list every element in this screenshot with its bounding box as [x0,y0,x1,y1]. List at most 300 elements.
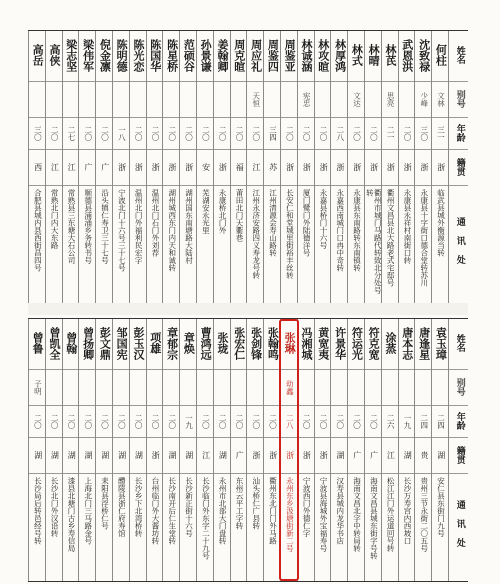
person-name: 符克宽 [367,326,381,360]
person-name: 张宏仁 [232,326,246,360]
person-address: 松江江门外运道回号转 [386,477,396,552]
person-name: 林厚鸿 [333,38,347,72]
person-home: 浙 [285,451,295,459]
person-alias [163,373,180,401]
roster-column [263,31,281,303]
person-age: 二〇 [402,125,412,141]
person-home: 福 [235,163,245,171]
roster-column [78,31,96,303]
person-name: 林晴 [367,44,381,66]
highlight-box [279,319,299,581]
person-address: 沿头镇仁寿卫三十七号 [100,189,110,264]
person-age: 二〇 [285,125,295,141]
person-address: 永嘉县桥门十六号 [318,189,328,249]
person-home: 浙 [302,163,312,171]
person-alias [197,373,214,401]
person-age: 二八 [285,413,295,429]
person-home: 江 [251,163,261,171]
person-home: 安 [201,163,211,171]
header-age: 年龄 [454,412,465,430]
person-age: 二〇 [318,413,328,429]
person-alias [432,373,449,401]
person-name: 彭文鼎 [98,326,112,360]
roster-column [78,319,96,581]
roster-column [162,31,180,303]
person-age: 二〇 [117,413,127,429]
person-address: 永康县永祥村南街口转 [402,189,412,264]
person-home: 浙 [302,451,312,459]
person-address: 江州清源会寿山路转 [268,189,278,257]
person-address: 长安仁和堂城里街裕丰丝转 [285,189,295,279]
roster-column [45,319,63,581]
person-age: 二〇 [83,125,93,141]
roster-column [414,319,432,581]
person-name: 陈明德 [115,38,129,72]
person-age: 二〇 [234,125,244,141]
person-home: 广 [100,163,110,171]
header-home: 籍贯 [454,158,465,176]
person-address: 海南文昌县城东街字号转 [369,477,379,560]
person-name: 孙景谦 [199,38,213,72]
roster-column [146,319,164,581]
roster-column [330,319,348,581]
person-name: 梁伟军 [81,38,95,72]
person-age: 二〇 [134,125,144,141]
person-alias [247,373,264,401]
person-name: 倪金凛 [98,38,112,72]
person-age: 二〇 [251,125,261,141]
person-address: 台州临门外大酱坊转 [150,477,160,545]
person-name: 林攻暄 [316,38,330,72]
person-home: 浙 [218,163,228,171]
header-age: 年龄 [454,124,465,142]
person-name: 张珑 [215,332,229,354]
person-name: 林诚涵 [299,38,313,72]
person-name: 张翰鸣 [266,326,280,360]
person-age: 二七 [66,125,76,141]
person-alias [96,373,113,401]
person-home: 浙 [386,163,396,171]
roster-column [45,31,63,303]
person-home: 江 [50,163,60,171]
person-alias: 天恒 [251,91,261,107]
person-home: 浙 [419,163,429,171]
person-alias: 子明 [33,379,43,395]
person-name: 张剑锋 [249,326,263,360]
person-age: 二〇 [369,125,379,141]
person-age: 二四 [436,413,446,429]
person-name: 曹鸿远 [199,326,213,360]
person-home: 浙 [134,163,144,171]
person-age: 二〇 [134,413,144,429]
person-address: 汉寿县城内龙华书店 [335,477,345,545]
roster-column [347,31,365,303]
roster-column [162,319,180,581]
roster-column [263,319,281,581]
roster-column [112,31,130,303]
roster-table-top [28,30,468,304]
person-name: 彭玉汉 [131,326,145,360]
person-home: 西 [33,163,43,171]
person-address: 永康县东南路转东南镇转 [352,189,362,272]
person-name: 林式 [350,44,364,66]
roster-column [112,319,130,581]
roster-column [129,31,147,303]
person-home: 湖 [335,451,345,459]
person-age: 二〇 [369,413,379,429]
person-alias [79,373,96,401]
roster-column [347,319,365,581]
header-name: 姓名 [454,46,465,64]
person-name: 许景华 [333,326,347,360]
person-alias [163,85,180,113]
person-alias [63,85,80,113]
person-home: 江 [201,451,211,459]
person-age: 二四 [419,413,429,429]
person-alias [399,85,416,113]
person-address: 衢州东北门门外马路 [268,477,278,545]
person-address: 醴陵县浙仁府寿馆 [117,477,127,537]
person-alias [231,373,248,401]
person-home: 湖 [184,451,194,459]
person-address: 温州北门石门外刘荐 [150,189,160,257]
person-age: 二〇 [302,125,312,141]
person-age: 三〇 [33,125,43,141]
person-name: 涂蒸 [383,332,397,354]
person-name: 项雄 [148,332,162,354]
person-age: 二〇 [302,413,312,429]
header-alias: 别号 [454,90,465,108]
person-alias [298,373,315,401]
roster-column [330,31,348,303]
person-home: 浙 [352,163,362,171]
roster-column [364,31,382,303]
roster-column [398,31,416,303]
person-name: 陈光恋 [131,38,145,72]
person-address: 厦门鹭门外陆德洋号 [302,189,312,257]
roster-column [364,319,382,581]
person-alias [130,373,147,401]
person-address: 长沙新正街十六号 [184,477,194,537]
person-age: 二〇 [201,413,211,429]
person-home: 浙 [151,451,161,459]
person-home: 江 [386,451,396,459]
person-address: 莆田北门天衢巷 [234,189,244,242]
person-age: 二〇 [66,413,76,429]
person-alias [382,373,399,401]
person-name: 周鉴四 [266,38,280,72]
person-alias [365,373,382,401]
person-age: 二一 [386,125,396,141]
person-alias [331,85,348,113]
person-age: 二〇 [218,413,228,429]
person-home: 湖 [117,451,127,459]
header-address: 通讯处 [454,499,465,557]
person-name: 符运光 [350,326,364,360]
person-address: 长沙乡下北湾桥转 [134,477,144,537]
person-alias: 思亮 [386,91,396,107]
person-address: 永州市北部大门盘转 [218,477,228,545]
person-name: 邹国宪 [115,326,129,360]
person-name: 高侠 [47,44,61,66]
person-address: 长沙南开后仁生堂转 [167,477,177,545]
person-name: 曾翰 [64,332,78,354]
person-name: 梁志坚 [64,38,78,72]
page-gap [28,303,468,315]
person-age: 二〇 [100,125,110,141]
person-alias [264,373,281,401]
person-age: 二〇 [335,413,345,429]
person-age: 二〇 [201,125,211,141]
person-age: 二〇 [33,413,43,429]
roster-column [196,319,214,581]
person-home: 浙 [403,163,413,171]
person-home: 贵 [419,451,429,459]
person-address: 上海北门三马路金号 [83,477,93,545]
person-alias [214,373,231,401]
roster-column [246,319,264,581]
roster-column [246,31,264,303]
person-name: 袁玉璋 [434,326,448,360]
person-age: 三四 [268,125,278,141]
roster-column [280,31,298,303]
person-age: 二〇 [218,125,228,141]
roster-column [297,319,315,581]
person-alias [214,85,231,113]
person-address: 合肥县城内县西街昌四号 [33,189,43,272]
person-home: 湖 [167,451,177,459]
person-home: 湖 [403,451,413,459]
person-home: 湖 [436,451,446,459]
person-home: 浙 [319,163,329,171]
person-home: 湖 [100,451,110,459]
person-address: 安仁县东街门九号 [436,477,446,537]
person-name: 曾扬卿 [81,326,95,360]
person-alias: 幼鑫 [285,379,295,395]
person-age: 二〇 [150,413,160,429]
person-name: 章焕 [182,332,196,354]
roster-column [431,319,449,581]
person-alias [281,85,298,113]
roster-table-bottom [28,318,468,582]
person-name: 黄宽夷 [316,326,330,360]
roster-column [230,319,248,581]
person-address: 常熟县三东塘大石公司 [66,189,76,264]
person-age: 二〇 [352,413,362,429]
person-home: 湖 [67,451,77,459]
person-name: 何柱 [434,44,448,66]
person-name: 陈国华 [148,38,162,72]
person-address: 长沙临门外东字二十九号 [201,477,211,560]
person-address: 顺德县浦涌乡务转书号 [83,189,93,264]
person-address: 宁波西门外德仁字 [302,477,312,537]
roster-column [213,31,231,303]
roster-column [179,319,197,581]
person-address: 长沙北门外汉语转 [50,477,60,537]
person-alias [113,373,130,401]
roster-column [213,319,231,581]
person-age: 二〇 [318,125,328,141]
roster-column [28,319,46,581]
roster-column [314,319,332,581]
roster-column [146,31,164,303]
roster-column [431,31,449,303]
person-alias [180,373,197,401]
person-address: 常熟北门内大东路 [50,189,60,249]
roster-column [62,319,80,581]
person-alias [399,373,416,401]
person-alias: 文林 [436,91,446,107]
person-alias [415,373,432,401]
person-home: 江 [67,163,77,171]
person-address: 贵州三节永街二〇五号 [419,477,429,552]
person-address: 湖州城西东门内天和诚转 [167,189,177,272]
person-address: 漆县北塘门古乡寿信局 [66,477,76,552]
person-address: 耒阳县浮桥仁号 [100,477,110,530]
person-home: 广 [83,163,93,171]
person-alias [331,373,348,401]
person-alias [46,85,63,113]
person-name: 冯湘城 [299,326,313,360]
person-name: 唐逢星 [417,326,431,360]
person-age: 二〇 [184,125,194,141]
roster-column [95,31,113,303]
person-alias [147,85,164,113]
person-home: 湖 [83,451,93,459]
person-name: 曾鲁 [31,332,45,354]
person-home: 浙 [268,451,278,459]
person-home: 浙 [117,163,127,171]
roster-column [129,319,147,581]
person-address: 东州云平工字转 [234,477,244,530]
person-home: 浙 [436,163,446,171]
person-address: 海南文昌北字中转局转 [352,477,362,552]
person-home: 浙 [167,163,177,171]
person-alias [315,373,332,401]
person-age: 二〇 [50,125,60,141]
person-home: 湖 [50,451,60,459]
person-home: 湖 [134,451,144,459]
person-address: 衢州文昌县北大路老式宅邸号 [386,189,396,287]
person-age: 二〇 [352,125,362,141]
person-name: 姜翰卿 [215,38,229,72]
person-age: 二〇 [50,413,60,429]
person-alias [46,373,63,401]
person-address: 宁波北门十六号三十七号 [117,189,127,272]
roster-column [314,31,332,303]
person-name: 高岳 [31,44,45,66]
person-alias [113,85,130,113]
person-age: 一九 [402,413,412,429]
person-address: 衢州市城门马路代转致北分处号转 [365,189,382,294]
person-age: 三〇 [419,125,429,141]
person-address: 永康县十字街口德合堂转苏川 [419,189,429,287]
person-alias [315,85,332,113]
header-alias: 别号 [454,378,465,396]
roster-column [297,31,315,303]
person-alias [130,85,147,113]
roster-column [196,31,214,303]
person-alias [231,85,248,113]
person-age: 二八 [335,125,345,141]
person-address: 长沙局后转邑经号转 [33,477,43,545]
person-alias [147,373,164,401]
person-age: 二〇 [100,413,110,429]
person-name: 沈致禄 [417,38,431,72]
person-home: 浙 [285,163,295,171]
person-alias: 宪忠 [302,91,312,107]
person-age: 二〇 [167,125,177,141]
person-age: 二六 [386,413,396,429]
person-age: 二〇 [234,413,244,429]
person-home: 浙 [184,163,194,171]
person-address: 温州北门外福利民宏字 [134,189,144,264]
person-address: 长沙万寿宫内西坡口 [402,477,412,545]
person-address: 湖州国东南塘路大陆村 [184,189,194,264]
person-address: 芜湖安永光里 [201,189,211,234]
person-alias [96,85,113,113]
person-age: 一八 [117,125,127,141]
person-home: 广 [235,451,245,459]
person-age: 二〇 [251,413,261,429]
header-home: 籍贯 [454,446,465,464]
person-name: 武恩洪 [400,38,414,72]
person-home: 浙 [369,163,379,171]
person-name: 唐本志 [400,326,414,360]
person-home: 苏 [268,163,278,171]
person-alias [29,85,46,113]
roster-column [62,31,80,303]
person-name: 曾凯全 [47,326,61,360]
person-home: 广 [352,451,362,459]
person-address: 永嘉西南城门口冉中奇转 [335,189,345,272]
header-column [448,31,469,303]
roster-column [95,319,113,581]
person-age: 二〇 [268,413,278,429]
person-alias [63,373,80,401]
person-alias [180,85,197,113]
person-address: 永州东乡汲塘街新二号 [285,477,295,552]
person-name: 章郁宗 [165,326,179,360]
person-name: 林芪 [383,44,397,66]
roster-column [381,319,399,581]
person-home: 广 [369,451,379,459]
person-alias [348,373,365,401]
person-address: 宁波县海城外宝福寿号 [318,477,328,552]
roster-column [414,31,432,303]
roster-column [230,31,248,303]
person-name: 周鉴亚 [283,38,297,72]
person-alias: 少峰 [419,91,429,107]
person-home: 浙 [335,163,345,171]
roster-column [398,319,416,581]
roster-column [381,31,399,303]
header-address: 通讯处 [454,216,465,274]
roster-column [179,31,197,303]
person-age: 三一 [436,125,446,141]
person-alias [365,85,382,113]
person-address: 临武县城外衡源当转 [436,189,446,257]
person-alias: 文达 [352,91,362,107]
person-alias [264,85,281,113]
person-alias [79,85,96,113]
person-alias [197,85,214,113]
header-name: 姓名 [454,334,465,352]
roster-column [28,31,46,303]
person-name: 周应礼 [249,38,263,72]
person-home: 湖 [33,451,43,459]
person-name: 陈星桥 [165,38,179,72]
